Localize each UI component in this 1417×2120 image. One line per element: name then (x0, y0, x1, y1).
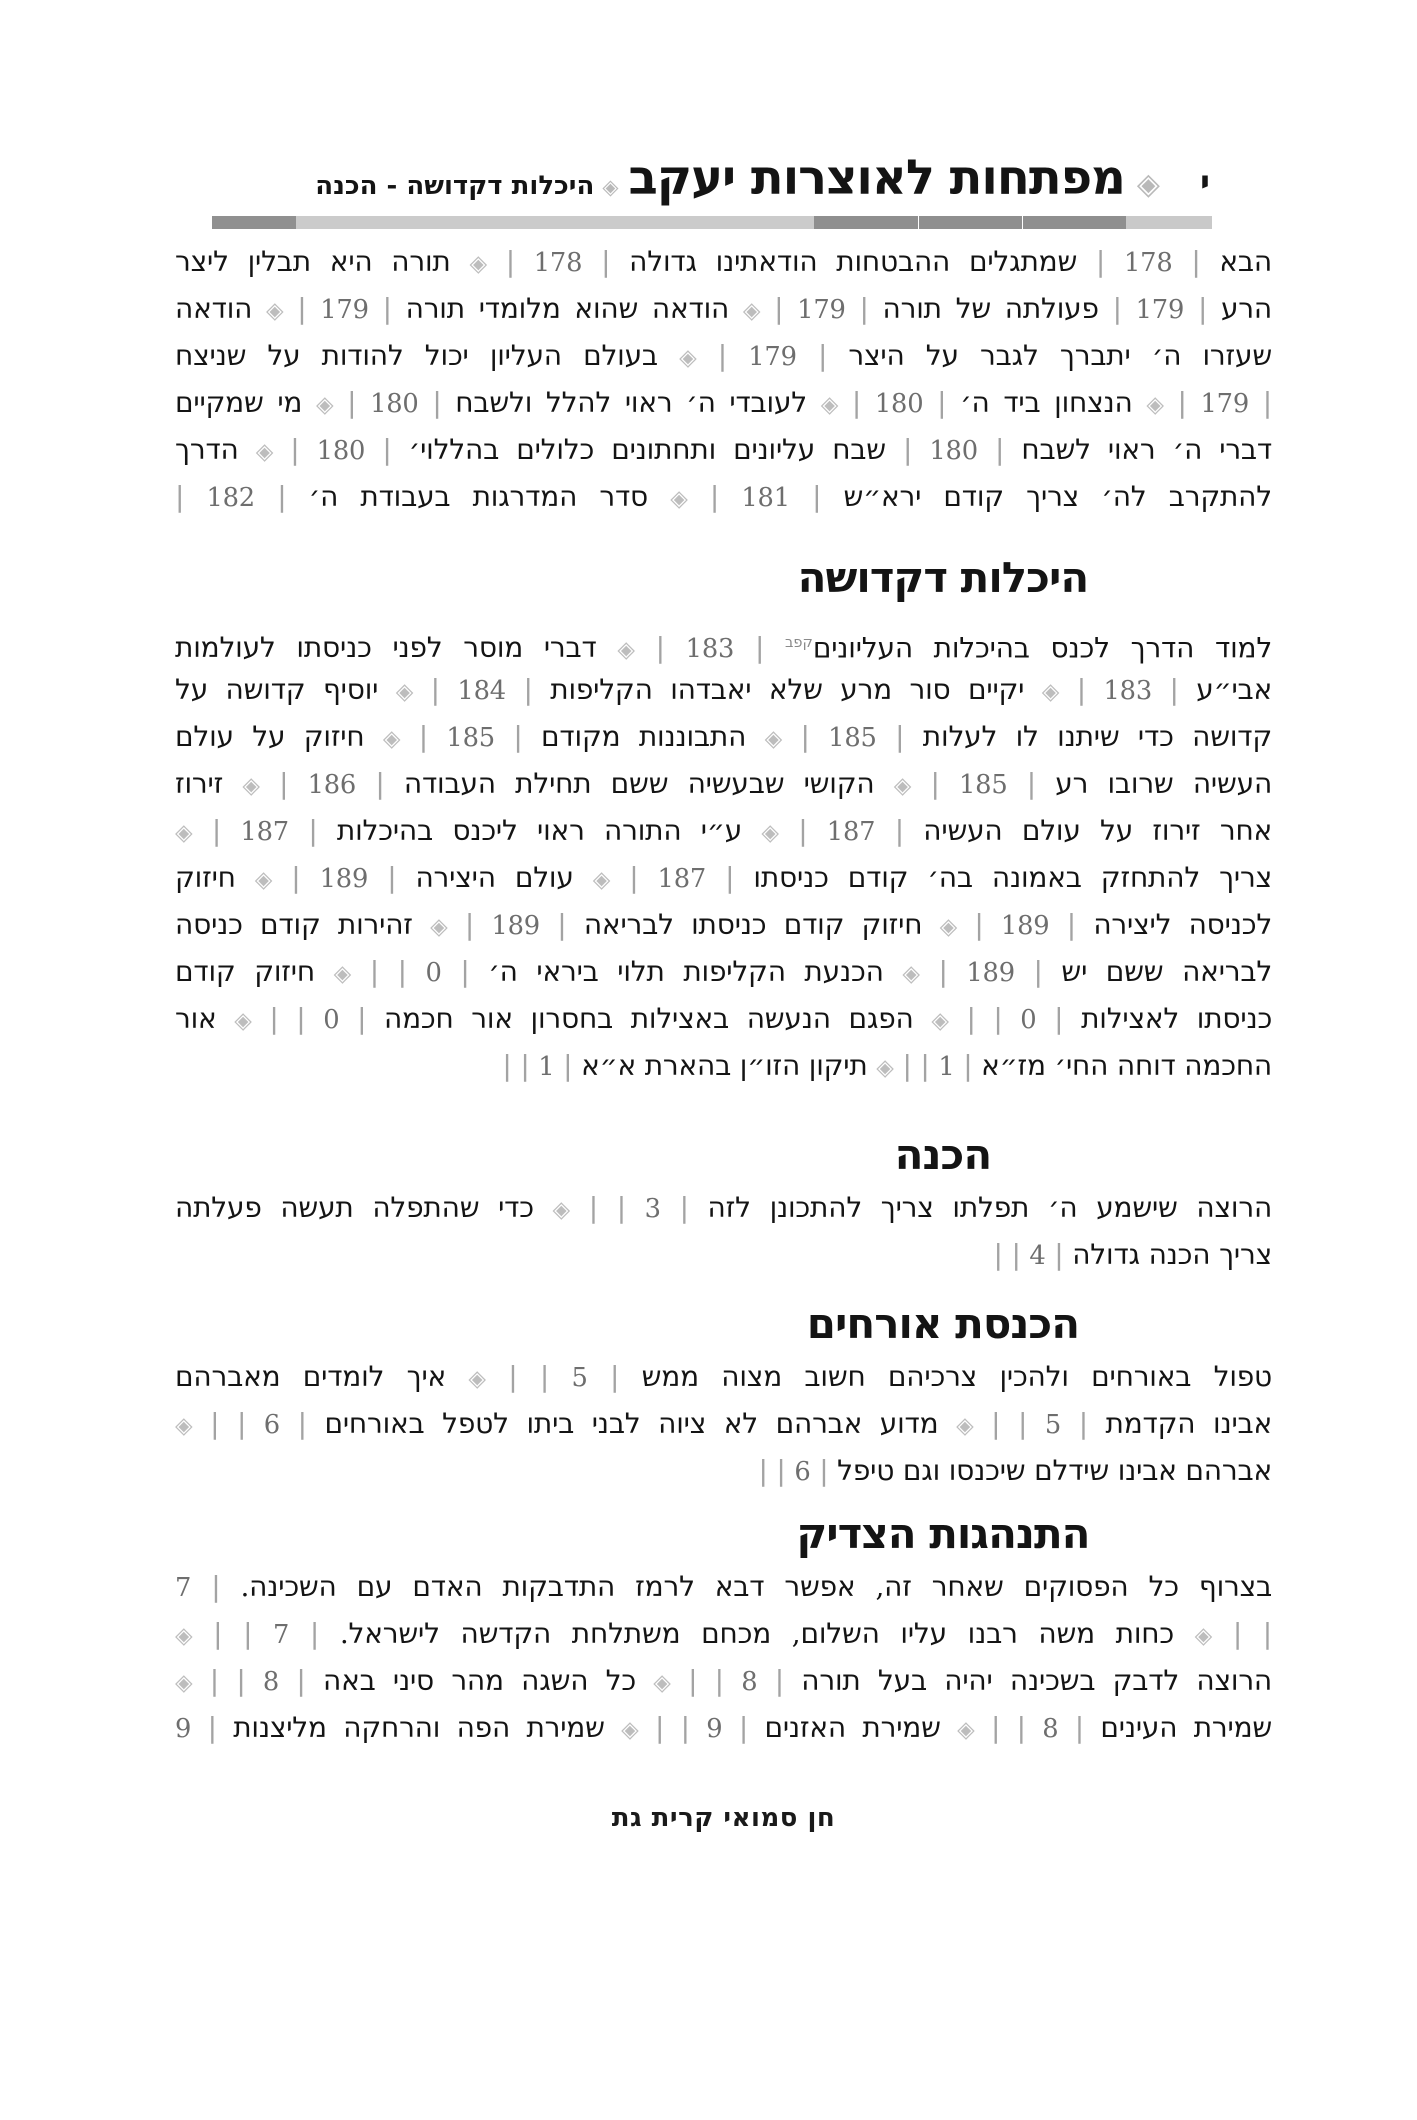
owner-stamp: חן סמואי קרית גת (611, 1803, 836, 1833)
diamond-separator-icon: ◈ (902, 961, 920, 987)
separator-pipe: | (895, 720, 905, 753)
diamond-ornament-icon: ◈ (602, 175, 619, 199)
diamond-separator-icon: ◈ (469, 251, 487, 277)
separator-pipe: | (207, 1711, 217, 1744)
separator-pipe: | (277, 480, 287, 513)
separator-pipe: | (974, 908, 984, 941)
page-reference-number: 8 (1042, 1714, 1059, 1744)
header-divider-bar (212, 216, 1212, 229)
diamond-separator-icon: ◈ (266, 298, 284, 324)
separator-pipe: | (520, 1049, 530, 1082)
diamond-separator-icon: ◈ (468, 1366, 486, 1392)
separator-pipe: | (993, 1238, 1003, 1271)
page-reference-number: 185 (828, 723, 877, 753)
separator-pipe: | (774, 292, 784, 325)
separator-pipe: | (995, 433, 1005, 466)
separator-pipe: | (430, 673, 440, 706)
separator-pipe: | (1026, 767, 1037, 800)
page-reference-number: 3 (644, 1194, 661, 1224)
index-line: | 179 | ◈ הנצחון ביד ה׳ | 180 | ◈ לעובדי ה׳ ראוי להלל ולשבח | 180 | ◈ מי שמקיים (175, 386, 1272, 419)
diamond-separator-icon: ◈ (1146, 392, 1164, 418)
divider-segment (1126, 216, 1212, 229)
separator-pipe: | (563, 1049, 573, 1082)
diamond-separator-icon: ◈ (175, 820, 193, 846)
separator-pipe: | (714, 1664, 724, 1697)
page-reference-number: 0 (323, 1005, 340, 1035)
index-line: הרוצה לדבק בשכינה יהיה בעל תורה | 8 | | ◈ כל השגה מהר סיני באה | 8 | | ◈ (175, 1664, 1272, 1697)
index-section-tzadik (175, 1563, 1272, 1751)
separator-pipe: | (774, 1664, 784, 1697)
separator-pipe: | (211, 1570, 221, 1603)
separator-pipe: | (505, 245, 515, 278)
separator-pipe: | (819, 1454, 829, 1487)
separator-pipe: | (709, 480, 720, 513)
page-reference-number: 4 (1029, 1241, 1046, 1271)
diamond-separator-icon: ◈ (1041, 679, 1060, 705)
separator-pipe: | (1018, 1407, 1028, 1440)
section-heading-hachana: הכנה (894, 1130, 992, 1179)
separator-pipe: | (993, 1002, 1003, 1035)
separator-pipe: | (1191, 245, 1201, 278)
page-reference-number: 189 (319, 864, 369, 894)
separator-pipe: | (754, 631, 765, 665)
index-section-heichalot (175, 619, 1272, 1089)
index-section-hachana (175, 1184, 1272, 1278)
separator-pipe: | (655, 631, 665, 665)
footnote-ref: קפב (785, 634, 813, 651)
separator-pipe: | (296, 1664, 306, 1697)
page-reference-number: 189 (1000, 911, 1050, 941)
separator-pipe: | (291, 861, 301, 894)
separator-pipe: | (1016, 1711, 1026, 1744)
diamond-separator-icon: ◈ (761, 820, 779, 846)
page-reference-number: 185 (446, 723, 495, 753)
diamond-separator-icon: ◈ (254, 867, 273, 893)
separator-pipe: | (902, 1049, 912, 1082)
diamond-separator-icon: ◈ (552, 1197, 570, 1223)
separator-pipe: | (502, 1049, 512, 1082)
separator-pipe: | (963, 1049, 973, 1082)
index-line: החכמה דוחה החי׳ מז״א | 1 | | ◈ תיקון הזו״ן בהארת א״א | 1 | | (502, 1049, 1272, 1082)
page-reference-number: 179 (797, 295, 846, 325)
index-line: קדושה כדי שיתנו לו לעלות | 185 | ◈ התבוננות מקודם | 185 | ◈ חיזוק על עולם (175, 720, 1272, 753)
page-reference-number: 183 (1103, 676, 1153, 706)
diamond-separator-icon: ◈ (430, 914, 448, 940)
index-line: אחר זירוז על עולם העשיה | 187 | ◈ ע״י התורה ראוי ליכנס בהיכלות | 187 | ◈ (175, 814, 1272, 847)
divider-segment (919, 216, 1022, 229)
page-reference-number: 180 (874, 389, 924, 419)
line-text: למוד הדרך לכנס בהיכלות העליונים (812, 631, 1272, 665)
separator-pipe: | (460, 955, 470, 988)
index-line: בצרוף כל הפסוקים שאחר זה, אפשר דבא לרמז התדבקות האדם עם השכינה. | 7 (175, 1570, 1272, 1603)
separator-pipe: | (347, 386, 357, 419)
divider-segment (296, 216, 814, 229)
index-line: לבריאה ששם יש | 189 | ◈ הכנעת הקליפות תלוי ביראי ה׳ | 0 | | ◈ חיזוק קודם (175, 955, 1272, 988)
separator-pipe: | (903, 433, 913, 466)
separator-pipe: | (236, 1664, 246, 1697)
separator-pipe: | (290, 433, 300, 466)
separator-pipe: | (236, 1407, 247, 1440)
separator-pipe: | (375, 767, 385, 800)
book-title: מפתחות לאוצרות יעקב (628, 150, 1125, 206)
index-line: | | ◈ כחות משה רבנו עליו השלום, מכחם משתלחת הקדשה לישראל. | 7 | | ◈ (175, 1617, 1272, 1650)
separator-pipe: | (382, 292, 392, 325)
index-line: אבינו הקדמת | 5 | | ◈ מדוע אברהם לא ציוה לבני ביתו לטפל באורחים | 6 | | ◈ (175, 1407, 1272, 1440)
separator-pipe: | (297, 292, 307, 325)
diamond-separator-icon: ◈ (957, 1717, 975, 1743)
section-heading-hachnasat-orchim: הכנסת אורחים (806, 1299, 1080, 1348)
divider-segment (212, 216, 296, 229)
separator-pipe: | (938, 955, 948, 988)
diamond-separator-icon: ◈ (333, 961, 352, 987)
separator-pipe: | (1076, 673, 1086, 706)
separator-pipe: | (1066, 908, 1077, 941)
page-reference-number: 7 (273, 1620, 290, 1650)
separator-pipe: | (920, 1049, 930, 1082)
diamond-separator-icon: ◈ (670, 486, 688, 512)
separator-pipe: | (1169, 673, 1179, 706)
separator-pipe: | (296, 1002, 306, 1035)
separator-pipe: | (717, 339, 728, 372)
separator-pipe: | (937, 386, 947, 419)
page-reference-number: 9 (175, 1714, 192, 1744)
page-reference-number: 180 (929, 436, 978, 466)
diamond-separator-icon: ◈ (255, 439, 274, 465)
separator-pipe: | (894, 814, 904, 847)
separator-pipe: | (397, 955, 407, 988)
separator-pipe: | (800, 720, 810, 753)
separator-pipe: | (357, 1002, 367, 1035)
diamond-separator-icon: ◈ (764, 726, 783, 752)
page-reference-number: 182 (206, 483, 255, 513)
separator-pipe: | (297, 1407, 307, 1440)
index-line: הרוצה שישמע ה׳ תפלתו צריך להתכונן לזה | 3 | | ◈ כדי שהתפלה תעשה פעלתה (175, 1191, 1272, 1224)
diamond-separator-icon: ◈ (679, 345, 697, 371)
index-line (175, 619, 1272, 666)
page-reference-number: 179 (1135, 295, 1185, 325)
index-line: הבא | 178 | שמתגלים ההבטחות הודאתינו גדולה | 178 | ◈ תורה היא תבלין ליצר (175, 245, 1272, 278)
separator-pipe: | (629, 861, 639, 894)
separator-pipe: | (382, 433, 392, 466)
diamond-separator-icon: ◈ (876, 1055, 894, 1081)
separator-pipe: | (513, 720, 523, 753)
section-heading-heichalot-dikdusha: היכלות דקדושה (797, 553, 1089, 602)
separator-pipe: | (1074, 1711, 1084, 1744)
index-line: דברי ה׳ ראוי לשבח | 180 | שבח עליונים ותחתונים כלולים בהללוי׳ | 180 | ◈ הדרך (175, 433, 1272, 466)
line-text: | 183 | ◈ דברי מוסר לפני כניסתו לעולמות (175, 631, 765, 665)
separator-pipe: | (539, 1360, 550, 1393)
page-reference-number: 9 (706, 1714, 723, 1744)
separator-pipe: | (243, 1617, 253, 1650)
separator-pipe: | (1054, 1238, 1064, 1271)
index-line: טפול באורחים ולהכין צרכיהם חשוב מצוה ממש | 5 | | ◈ איך לומדים מאברהם (175, 1360, 1272, 1393)
divider-segment (1023, 216, 1126, 229)
separator-pipe: | (1232, 1617, 1243, 1650)
index-line: העשיה שרובו רע | 185 | ◈ הקושי שבעשיה ששם תחילת העבודה | 186 | ◈ זירוז (175, 767, 1272, 800)
page-reference-number: 8 (741, 1667, 758, 1697)
separator-pipe: | (991, 1407, 1001, 1440)
diamond-separator-icon: ◈ (931, 1008, 949, 1034)
separator-pipe: | (990, 1711, 1001, 1744)
index-section-intro (175, 238, 1272, 520)
index-line: לכניסה ליצירה | 189 | ◈ חיזוק קודם כניסתו לבריאה | 189 | ◈ זהירות קודם כניסה (175, 908, 1272, 941)
separator-pipe: | (688, 1664, 698, 1697)
page-reference-number: 6 (794, 1457, 811, 1487)
index-line: שעזרו ה׳ יתברך לגבר על היצר | 179 | ◈ בעולם העליון יכול להודות על שניצח (175, 339, 1272, 372)
separator-pipe: | (213, 1617, 223, 1650)
page-reference-number: 179 (1200, 389, 1250, 419)
separator-pipe: | (798, 814, 808, 847)
separator-pipe: | (508, 1360, 518, 1393)
separator-pipe: | (601, 245, 611, 278)
diamond-separator-icon: ◈ (242, 773, 260, 799)
diamond-separator-icon: ◈ (621, 1717, 639, 1743)
page-header (175, 150, 1210, 206)
separator-pipe: | (387, 861, 397, 894)
index-section-orchim (175, 1353, 1272, 1494)
index-line: אבי״ע | 183 | ◈ יקיים סור מרע שלא יאבדהו הקליפות | 184 | ◈ יוסיף קדושה על (175, 673, 1272, 706)
page-reference-number: 184 (457, 676, 506, 706)
separator-pipe: | (557, 908, 567, 941)
separator-pipe: | (776, 1454, 786, 1487)
diamond-separator-icon: ◈ (315, 392, 334, 418)
page-reference-number: 7 (175, 1573, 192, 1603)
separator-pipe: | (1177, 386, 1187, 419)
separator-pipe: | (369, 955, 379, 988)
separator-pipe: | (464, 908, 475, 941)
separator-pipe: | (616, 1191, 626, 1224)
separator-pipe: | (211, 814, 222, 847)
separator-pipe: | (1054, 1002, 1064, 1035)
separator-pipe: | (279, 767, 289, 800)
separator-pipe: | (817, 339, 828, 372)
separator-pipe: | (1095, 245, 1106, 278)
diamond-separator-icon: ◈ (592, 867, 611, 893)
page-reference-number: 185 (958, 770, 1008, 800)
diamond-separator-icon: ◈ (653, 1670, 671, 1696)
separator-pipe: | (679, 1191, 689, 1224)
page-reference-number: 180 (370, 389, 419, 419)
index-line: להתקרב לה׳ צריך קודם ירא״ש | 181 | ◈ סדר המדרגות בעבודת ה׳ | 182 | (175, 480, 1272, 513)
separator-pipe: | (812, 480, 822, 513)
diamond-separator-icon: ◈ (617, 637, 635, 664)
diamond-separator-icon: ◈ (893, 773, 912, 799)
index-line: הרע | 179 | פעולתה של תורה | 179 | ◈ הודאה שהוא מלומדי תורה | 179 | ◈ הודאה (175, 292, 1272, 325)
separator-pipe: | (1078, 1407, 1088, 1440)
hebrew-page-number: י (1199, 163, 1210, 203)
separator-pipe: | (1262, 1617, 1272, 1650)
chapter-subtitle: היכלות דקדושה - הכנה (315, 171, 595, 201)
index-line: צריך הכנה גדולה | 4 | | (993, 1238, 1272, 1271)
diamond-separator-icon: ◈ (956, 1413, 974, 1439)
separator-pipe: | (175, 480, 185, 513)
separator-pipe: | (859, 292, 869, 325)
page-reference-number: 5 (571, 1363, 588, 1393)
page-reference-number: 187 (826, 817, 876, 847)
diamond-separator-icon: ◈ (395, 679, 414, 705)
separator-pipe: | (725, 861, 735, 894)
page-reference-number: 178 (533, 248, 583, 278)
diamond-separator-icon: ◈ (234, 1008, 252, 1034)
page-reference-number: 187 (240, 817, 289, 847)
separator-pipe: | (1197, 292, 1208, 325)
separator-pipe: | (1262, 386, 1272, 419)
page-reference-number: 8 (262, 1667, 280, 1697)
diamond-separator-icon: ◈ (175, 1623, 193, 1649)
separator-pipe: | (758, 1454, 768, 1487)
page (175, 150, 1272, 1833)
separator-pipe: | (588, 1191, 598, 1224)
page-reference-number: 189 (491, 911, 540, 941)
page-reference-number: 179 (320, 295, 369, 325)
separator-pipe: | (966, 1002, 976, 1035)
diamond-separator-icon: ◈ (742, 298, 761, 324)
index-line: צריך להתחזק באמונה בה׳ קודם כניסתו | 187 | ◈ עולם היצירה | 189 | ◈ חיזוק (175, 861, 1272, 894)
page-reference-number: 189 (966, 958, 1015, 988)
diamond-ornament-icon: ◈ (1136, 167, 1160, 202)
separator-pipe: | (210, 1407, 220, 1440)
diamond-separator-icon: ◈ (1194, 1623, 1213, 1649)
diamond-separator-icon: ◈ (175, 1413, 193, 1439)
separator-pipe: | (432, 386, 442, 419)
diamond-separator-icon: ◈ (939, 914, 958, 940)
page-reference-number: 187 (657, 864, 707, 894)
page-reference-number: 5 (1044, 1410, 1062, 1440)
page-reference-number: 0 (425, 958, 442, 988)
index-line: כניסתו לאצילות | 0 | | ◈ הפגם הנעשה באצילות בחסרון אור חכמה | 0 | | ◈ אור (175, 1002, 1272, 1035)
divider-segment (814, 216, 918, 229)
separator-pipe: | (851, 386, 862, 419)
separator-pipe: | (1112, 292, 1122, 325)
page-reference-number: 1 (538, 1052, 555, 1082)
separator-pipe: | (309, 1617, 320, 1650)
separator-pipe: | (418, 720, 428, 753)
separator-pipe: | (209, 1664, 220, 1697)
separator-pipe: | (930, 767, 940, 800)
separator-pipe: | (523, 673, 533, 706)
section-heading-hitnahagut-hatzadik: התנהגות הצדיק (796, 1509, 1090, 1558)
index-line: שמירת העינים | 8 | | ◈ שמירת האזנים | 9 | | ◈ שמירת הפה והרחקה מליצנות | 9 (175, 1711, 1272, 1744)
separator-pipe: | (738, 1711, 749, 1744)
index-line: אברהם אבינו שידלם שיכנסו וגם טיפל | 6 | | (758, 1454, 1272, 1487)
diamond-separator-icon: ◈ (382, 726, 401, 752)
page-reference-number: 6 (263, 1410, 280, 1440)
separator-pipe: | (269, 1002, 279, 1035)
separator-pipe: | (655, 1711, 665, 1744)
separator-pipe: | (308, 814, 318, 847)
page-reference-number: 1 (938, 1052, 955, 1082)
page-reference-number: 179 (748, 342, 797, 372)
separator-pipe: | (680, 1711, 690, 1744)
page-reference-number: 186 (307, 770, 357, 800)
page-reference-number: 181 (741, 483, 790, 513)
page-reference-number: 178 (1123, 248, 1173, 278)
page-reference-number: 183 (685, 634, 735, 665)
page-reference-number: 180 (316, 436, 366, 466)
diamond-separator-icon: ◈ (820, 392, 839, 418)
separator-pipe: | (610, 1360, 620, 1393)
separator-pipe: | (1033, 955, 1043, 988)
diamond-separator-icon: ◈ (175, 1670, 193, 1696)
separator-pipe: | (1011, 1238, 1021, 1271)
page-reference-number: 0 (1020, 1005, 1037, 1035)
